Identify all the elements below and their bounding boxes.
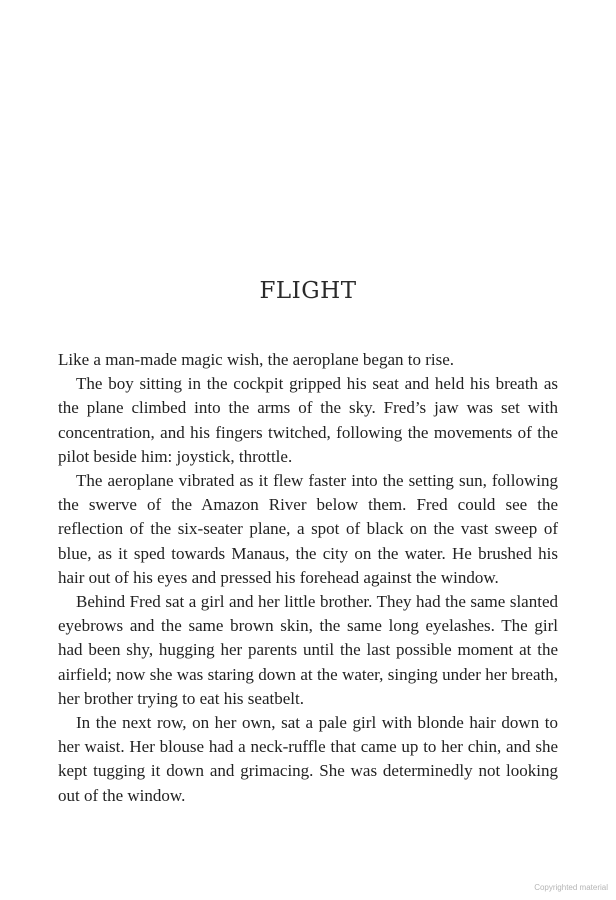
paragraph: The aeroplane vibrated as it flew faster into the setting sun, following the swerve of the Amazon River below them. Fred could see the reflection of the six-seater plane, a spot of black on the vast sweep of blue, as it sped towards Manaus, the city on the water. He brushed his hair out of his eyes and pressed his forehead against the window. [58,471,558,587]
paragraph: Like a man-made magic wish, the aeroplane began to rise. [58,350,455,369]
paragraph: In the next row, on her own, sat a pale girl with blonde hair down to her waist. Her blouse had a neck-ruffle that came up to her chin, and she kept tugging it down and grimacing. She was determinedly not looking out of the window. [58,713,558,805]
paragraph: Behind Fred sat a girl and her little brother. They had the same slanted eyebrows and the same brown skin, the same long eyelashes. The girl had been shy, hugging her parents until the last possible moment at the airfield; now she was staring down at the water, singing under her breath, her brother trying to eat his seatbelt. [58,592,558,708]
paragraph: The boy sitting in the cockpit gripped his seat and held his breath as the plane climbed into the arms of the sky. Fred’s jaw was set with concentration, and his fingers twitched, following the movements of the pilot beside him: joystick, throttle. [58,374,558,466]
copyright-watermark: Copyrighted material [534,883,608,892]
chapter-text [58,348,558,808]
chapter-title: FLIGHT [259,278,357,304]
